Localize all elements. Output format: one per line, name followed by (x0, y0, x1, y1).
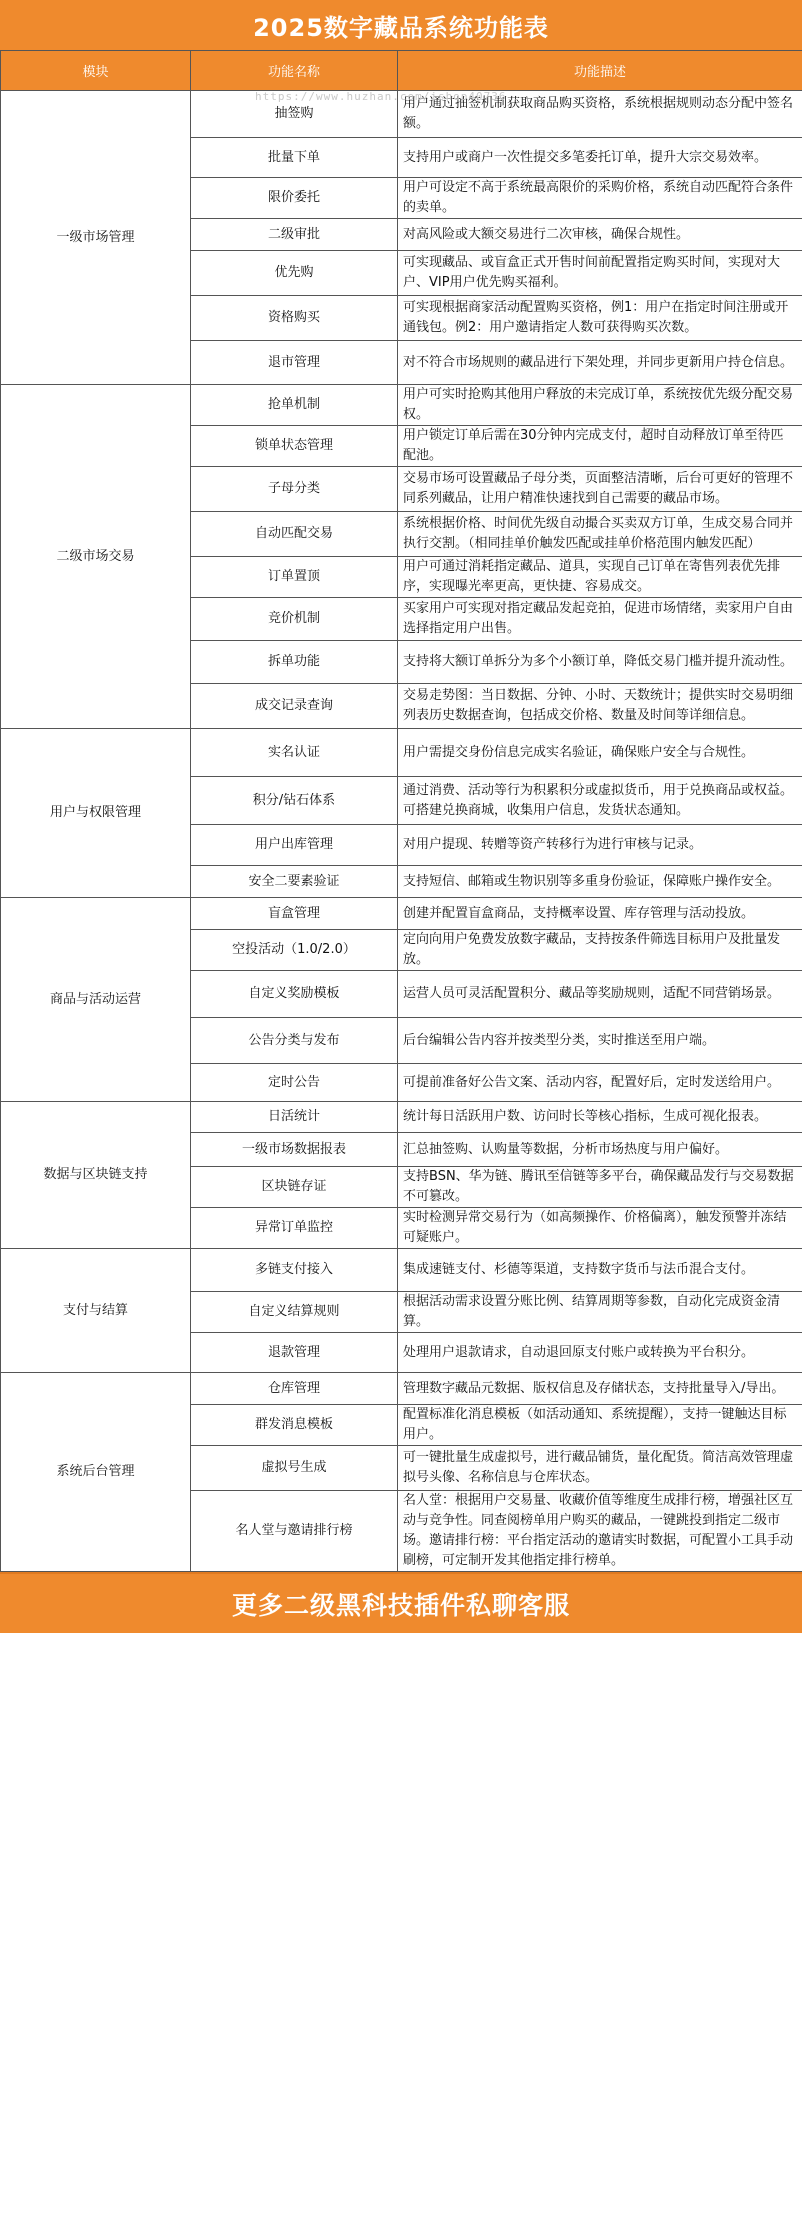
function-desc-cell: 运营人员可灵活配置积分、藏品等奖励规则，适配不同营销场景。 (398, 971, 802, 1018)
table-body (1, 91, 802, 1572)
function-name-cell: 批量下单 (191, 138, 398, 178)
function-desc-cell: 支持将大额订单拆分为多个小额订单，降低交易门槛并提升流动性。 (398, 641, 802, 684)
table-row (1, 1102, 802, 1133)
function-name-cell: 日活统计 (191, 1102, 398, 1133)
function-name-cell: 订单置顶 (191, 557, 398, 598)
function-name-cell: 安全二要素验证 (191, 866, 398, 898)
function-desc-cell: 可一键批量生成虚拟号，进行藏品铺货，量化配货。简洁高效管理虚拟号头像、名称信息与仓库状态。 (398, 1446, 802, 1491)
module-cell: 商品与活动运营 (1, 898, 191, 1102)
function-desc-cell: 汇总抽签购、认购量等数据，分析市场热度与用户偏好。 (398, 1133, 802, 1167)
function-name-cell: 群发消息模板 (191, 1405, 398, 1446)
function-name-cell: 二级审批 (191, 219, 398, 251)
function-desc-cell: 用户可设定不高于系统最高限价的采购价格，系统自动匹配符合条件的卖单。 (398, 178, 802, 219)
function-name-cell: 一级市场数据报表 (191, 1133, 398, 1167)
function-desc-cell: 对不符合市场规则的藏品进行下架处理，并同步更新用户持仓信息。 (398, 341, 802, 385)
table-header-row (1, 51, 802, 91)
function-desc-cell: 交易走势图：当日数据、分钟、小时、天数统计；提供实时交易明细列表历史数据查询，包括成交价格、数量及时间等详细信息。 (398, 684, 802, 729)
function-desc-cell: 处理用户退款请求，自动退回原支付账户或转换为平台积分。 (398, 1333, 802, 1373)
function-name-cell: 退款管理 (191, 1333, 398, 1373)
table-wrapper (0, 50, 802, 1572)
table-row (1, 385, 802, 426)
function-desc-cell: 用户需提交身份信息完成实名验证，确保账户安全与合规性。 (398, 729, 802, 777)
function-name-cell: 自定义奖励模板 (191, 971, 398, 1018)
footer-bar (0, 1572, 802, 1633)
module-cell: 二级市场交易 (1, 385, 191, 729)
header-function-name: 功能名称 (191, 51, 398, 91)
function-desc-cell: 名人堂：根据用户交易量、收藏价值等维度生成排行榜，增强社区互动与竞争性。同查阅榜单用户购买的藏品，一键跳投到指定二级市场。邀请排行榜：平台指定活动的邀请实时数据，可配置小工具手动刷榜，可定制开发其他指定排行榜单。 (398, 1491, 802, 1572)
page-title-bar (0, 0, 802, 50)
module-cell: 用户与权限管理 (1, 729, 191, 898)
function-name-cell: 竞价机制 (191, 598, 398, 641)
function-name-cell: 成交记录查询 (191, 684, 398, 729)
function-desc-cell: 交易市场可设置藏品子母分类，页面整洁清晰，后台可更好的管理不同系列藏品，让用户精准快速找到自己需要的藏品市场。 (398, 467, 802, 512)
function-name-cell: 子母分类 (191, 467, 398, 512)
function-name-cell: 积分/钻石体系 (191, 777, 398, 825)
function-name-cell: 名人堂与邀请排行榜 (191, 1491, 398, 1572)
footer-text: 更多二级黑科技插件私聊客服 (231, 1590, 570, 1620)
function-name-cell: 抽签购 (191, 91, 398, 138)
function-desc-cell: 可实现根据商家活动配置购买资格，例1：用户在指定时间注册或开通钱包。例2：用户邀请指定人数可获得购买次数。 (398, 296, 802, 341)
function-desc-cell: 实时检测异常交易行为（如高频操作、价格偏离），触发预警并冻结可疑账户。 (398, 1208, 802, 1249)
table-row (1, 1249, 802, 1292)
function-name-cell: 用户出库管理 (191, 825, 398, 866)
function-name-cell: 资格购买 (191, 296, 398, 341)
function-name-cell: 虚拟号生成 (191, 1446, 398, 1491)
function-desc-cell: 统计每日活跃用户数、访问时长等核心指标，生成可视化报表。 (398, 1102, 802, 1133)
function-desc-cell: 系统根据价格、时间优先级自动撮合买卖双方订单，生成交易合同并执行交割。（相同挂单价触发匹配或挂单价格范围内触发匹配） (398, 512, 802, 557)
module-cell: 系统后台管理 (1, 1373, 191, 1572)
function-name-cell: 锁单状态管理 (191, 426, 398, 467)
function-name-cell: 仓库管理 (191, 1373, 398, 1405)
function-name-cell: 实名认证 (191, 729, 398, 777)
function-desc-cell: 集成速链支付、杉德等渠道，支持数字货币与法币混合支付。 (398, 1249, 802, 1292)
function-desc-cell: 创建并配置盲盒商品，支持概率设置、库存管理与活动投放。 (398, 898, 802, 930)
table-row (1, 898, 802, 930)
function-name-cell: 抢单机制 (191, 385, 398, 426)
function-name-cell: 自定义结算规则 (191, 1292, 398, 1333)
function-desc-cell: 用户可实时抢购其他用户释放的未完成订单，系统按优先级分配交易权。 (398, 385, 802, 426)
function-desc-cell: 支持用户或商户一次性提交多笔委托订单，提升大宗交易效率。 (398, 138, 802, 178)
table-row (1, 729, 802, 777)
function-desc-cell: 支持短信、邮箱或生物识别等多重身份验证，保障账户操作安全。 (398, 866, 802, 898)
header-function-desc: 功能描述 (398, 51, 802, 91)
function-desc-cell: 可提前准备好公告文案、活动内容，配置好后，定时发送给用户。 (398, 1064, 802, 1102)
table-row (1, 1373, 802, 1405)
function-name-cell: 自动匹配交易 (191, 512, 398, 557)
function-name-cell: 公告分类与发布 (191, 1018, 398, 1064)
function-desc-cell: 根据活动需求设置分账比例、结算周期等参数，自动化完成资金清算。 (398, 1292, 802, 1333)
module-cell: 数据与区块链支持 (1, 1102, 191, 1249)
function-name-cell: 盲盒管理 (191, 898, 398, 930)
feature-table (0, 50, 802, 1572)
function-desc-cell: 管理数字藏品元数据、版权信息及存储状态，支持批量导入/导出。 (398, 1373, 802, 1405)
function-desc-cell: 通过消费、活动等行为积累积分或虚拟货币，用于兑换商品或权益。可搭建兑换商城，收集用户信息，发货状态通知。 (398, 777, 802, 825)
header-module: 模块 (1, 51, 191, 91)
function-desc-cell: 用户可通过消耗指定藏品、道具，实现自己订单在寄售列表优先排序，实现曝光率更高，更快捷、容易成交。 (398, 557, 802, 598)
module-cell: 支付与结算 (1, 1249, 191, 1373)
function-desc-cell: 对高风险或大额交易进行二次审核，确保合规性。 (398, 219, 802, 251)
watermark-text: https://www.huzhan.com/ishop40736 (255, 90, 507, 103)
function-desc-cell: 对用户提现、转赠等资产转移行为进行审核与记录。 (398, 825, 802, 866)
function-desc-cell: 可实现藏品、或盲盒正式开售时间前配置指定购买时间，实现对大户、VIP用户优先购买福利。 (398, 251, 802, 296)
function-desc-cell: 定向向用户免费发放数字藏品，支持按条件筛选目标用户及批量发放。 (398, 930, 802, 971)
function-desc-cell: 用户通过抽签机制获取商品购买资格，系统根据规则动态分配中签名额。 (398, 91, 802, 138)
page-title: 2025数字藏品系统功能表 (253, 13, 549, 42)
module-cell: 一级市场管理 (1, 91, 191, 385)
function-name-cell: 空投活动（1.0/2.0） (191, 930, 398, 971)
function-name-cell: 优先购 (191, 251, 398, 296)
function-name-cell: 限价委托 (191, 178, 398, 219)
function-name-cell: 区块链存证 (191, 1167, 398, 1208)
function-desc-cell: 买家用户可实现对指定藏品发起竞拍，促进市场情绪，卖家用户自由选择指定用户出售。 (398, 598, 802, 641)
function-desc-cell: 后台编辑公告内容并按类型分类，实时推送至用户端。 (398, 1018, 802, 1064)
function-name-cell: 定时公告 (191, 1064, 398, 1102)
function-name-cell: 退市管理 (191, 341, 398, 385)
function-name-cell: 多链支付接入 (191, 1249, 398, 1292)
function-name-cell: 异常订单监控 (191, 1208, 398, 1249)
function-desc-cell: 配置标准化消息模板（如活动通知、系统提醒），支持一键触达目标用户。 (398, 1405, 802, 1446)
function-desc-cell: 支持BSN、华为链、腾讯至信链等多平台，确保藏品发行与交易数据不可篡改。 (398, 1167, 802, 1208)
function-name-cell: 拆单功能 (191, 641, 398, 684)
function-desc-cell: 用户锁定订单后需在30分钟内完成支付，超时自动释放订单至待匹配池。 (398, 426, 802, 467)
